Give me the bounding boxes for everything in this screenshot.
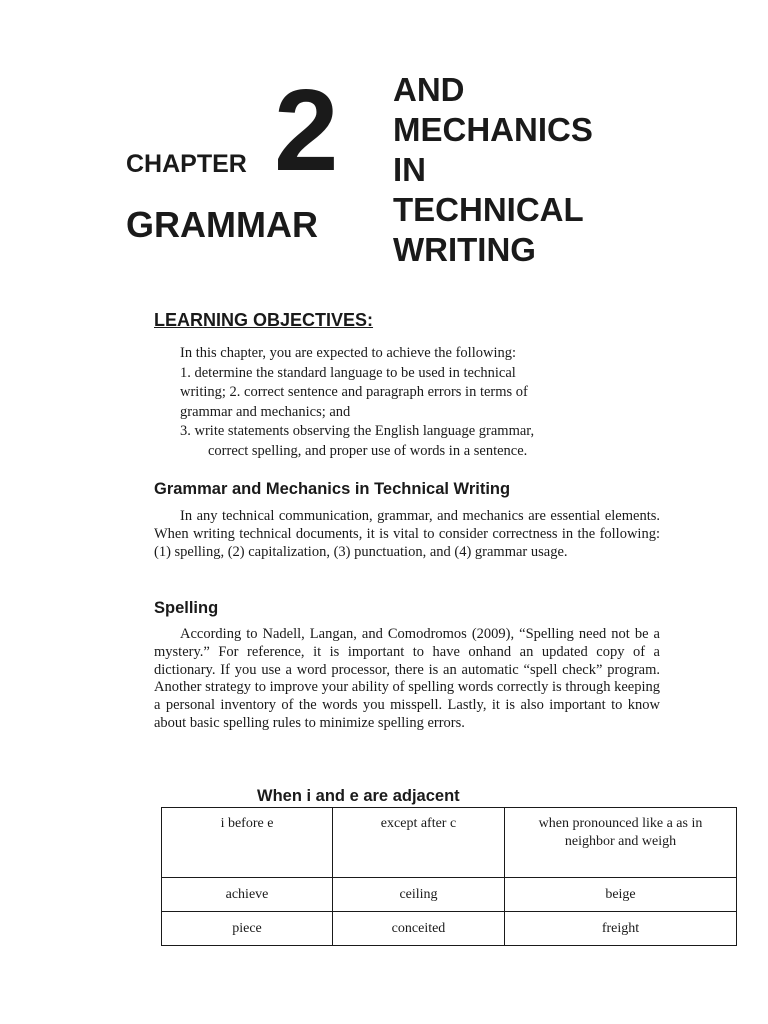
table-header-cell: when pronounced like a as in neighbor and weigh [505,808,737,878]
chapter-title-line: TECHNICAL [393,191,584,228]
objective-line: 3. write statements observing the English language grammar, [180,423,535,439]
spelling-rules-table [161,807,737,946]
table-cell: freight [505,912,737,946]
section-heading-grammar: Grammar and Mechanics in Technical Writing [154,480,511,498]
objectives-intro: In this chapter, you are expected to achieve the following: [180,345,517,361]
chapter-title-left: GRAMMAR [126,204,318,245]
chapter-title-line: IN [393,151,426,188]
objective-line: correct spelling, and proper use of words in a sentence. [208,442,528,459]
chapter-title-line: AND [393,71,465,108]
chapter-label: CHAPTER [126,150,247,178]
chapter-title-right [393,70,593,270]
learning-objectives-list [180,344,650,461]
table-cell: achieve [162,878,333,912]
table-header-row [162,808,737,878]
table-caption: When i and e are adjacent [257,787,460,805]
table-header-cell: i before e [162,808,333,878]
section-paragraph-grammar: In any technical communication, grammar, and mechanics are essential elements. When writing technical documents, it is vital to consider correctness in the following: (1) spelling, (2) capitalization, (3) punctuation, and (4) grammar usage. [154,508,660,560]
chapter-title-line: MECHANICS [393,111,593,148]
table-cell: beige [505,878,737,912]
objective-line: writing; 2. correct sentence and paragraph errors in terms of [180,384,528,400]
chapter-title-line: WRITING [393,231,536,268]
objective-line: 1. determine the standard language to be used in technical [180,364,516,381]
section-heading-spelling: Spelling [154,599,219,617]
section-paragraph-spelling: According to Nadell, Langan, and Comodromos (2009), “Spelling need not be a mystery.” For reference, it is important to have onhand an updated copy of a dictionary. If you use a word processor, there is an automatic “spell check” program. Another strategy to improve your ability of spelling words correctly is through keeping a personal inventory of the words you misspell. Lastly, it is also important to know about basic spelling rules to minimize spelling errors. [154,626,660,731]
table-cell: piece [162,912,333,946]
table-header-cell: except after c [333,808,505,878]
table-cell: ceiling [333,878,505,912]
table-row [162,878,737,912]
table-cell: conceited [333,912,505,946]
objective-line: grammar and mechanics; and [180,403,351,420]
learning-objectives-heading: LEARNING OBJECTIVES: [154,310,374,330]
chapter-number: 2 [274,65,339,195]
table-row [162,912,737,946]
